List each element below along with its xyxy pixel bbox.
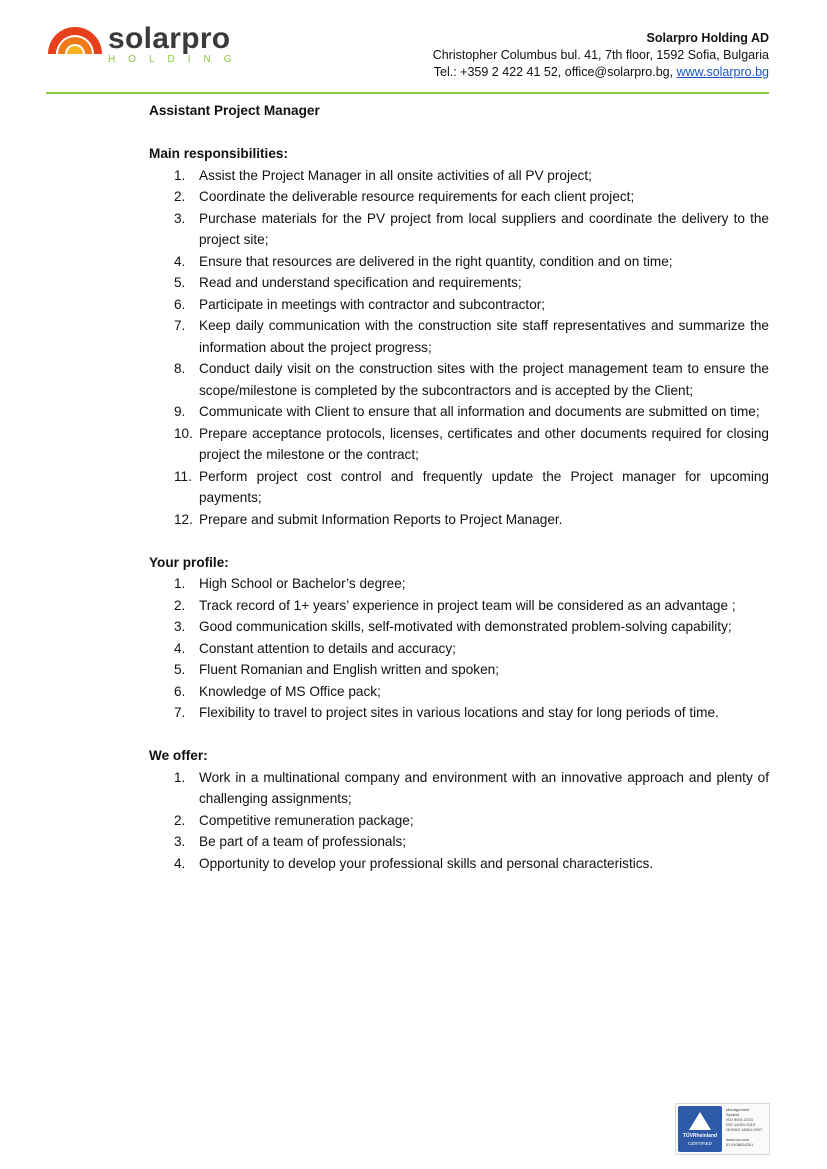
company-name: Solarpro Holding AD <box>646 31 769 45</box>
list-item <box>149 810 769 832</box>
certificate-line: www.tuv.com <box>726 1137 750 1142</box>
list-item <box>149 853 769 875</box>
list-item <box>149 681 769 703</box>
list-item-text: Competitive remuneration package; <box>199 812 414 828</box>
list-item-text: Knowledge of MS Office pack; <box>199 683 381 699</box>
header-divider <box>46 92 769 94</box>
list-item-number: 5. <box>174 275 186 290</box>
tuv-certified-label: CERTIFIED <box>688 1141 712 1146</box>
brand-name: solarpro <box>108 22 231 55</box>
company-logo <box>46 22 246 68</box>
list-item <box>149 294 769 316</box>
certificate-line: ISO 14001:2015 <box>726 1122 756 1127</box>
list-item-number: 3. <box>174 619 186 634</box>
list-item-text: High School or Bachelor’s degree; <box>199 576 406 591</box>
certificate-line: System <box>726 1112 740 1117</box>
company-contact <box>433 64 769 81</box>
list-item-number: 5. <box>174 662 186 677</box>
list-item <box>149 208 769 251</box>
list-item <box>149 165 769 187</box>
company-info <box>433 30 769 81</box>
list-item-text: Work in a multinational company and environment with an innovative approach and plenty of challenging assignments; <box>199 769 769 806</box>
profile-heading: Your profile: <box>149 554 229 570</box>
website-link[interactable]: www.solarpro.bg <box>676 65 769 79</box>
list-item-number: 10. <box>174 425 193 441</box>
list-item-number: 7. <box>174 705 186 720</box>
certificate-line: ID 9108634301 <box>726 1142 754 1147</box>
list-item-number: 2. <box>174 597 186 613</box>
job-description <box>149 98 769 874</box>
list-item-number: 3. <box>174 210 186 226</box>
certificate-line: Management <box>726 1107 750 1112</box>
tuv-logo-icon <box>678 1106 722 1152</box>
list-item-text: Prepare and submit Information Reports to Project Manager. <box>199 511 563 527</box>
list-item-number: 1. <box>174 769 186 785</box>
list-item <box>149 616 769 638</box>
list-item-number: 11. <box>174 468 192 484</box>
list-item <box>149 358 769 401</box>
list-item-number: 2. <box>174 812 186 828</box>
list-item-text: Fluent Romanian and English written and spoken; <box>199 662 499 677</box>
list-item <box>149 638 769 660</box>
list-item <box>149 251 769 273</box>
list-item <box>149 315 769 358</box>
list-item-number: 4. <box>174 855 186 871</box>
list-item-text: Constant attention to details and accuracy; <box>199 640 456 656</box>
list-item-number: 3. <box>174 834 186 849</box>
list-item-text: Read and understand specification and requirements; <box>199 275 522 290</box>
list-item <box>149 573 769 595</box>
certificate-line: ISO 9001:2015 <box>726 1117 753 1122</box>
responsibilities-list <box>149 165 769 531</box>
list-item-number: 1. <box>174 576 186 591</box>
list-item <box>149 659 769 681</box>
profile-list <box>149 573 769 724</box>
list-item-text: Participate in meetings with contractor and subcontractor; <box>199 296 546 312</box>
list-item <box>149 702 769 724</box>
list-item-text: Prepare acceptance protocols, licenses, certificates and other documents required for closing project the milestone or the contract; <box>199 425 769 462</box>
list-item-text: Track record of 1+ years’ experience in project team will be considered as an advantage ; <box>199 597 736 613</box>
company-address: Christopher Columbus bul. 41, 7th floor, 1592 Sofia, Bulgaria <box>432 48 769 62</box>
offer-heading: We offer: <box>149 748 208 763</box>
list-item-text: Opportunity to develop your professional skills and personal characteristics. <box>199 855 654 871</box>
brand-subtitle: HOLDING <box>108 54 245 65</box>
list-item-text: Communicate with Client to ensure that all information and documents are submitted on time; <box>199 404 760 419</box>
list-item-number: 6. <box>174 683 186 699</box>
list-item-text: Purchase materials for the PV project from local suppliers and coordinate the delivery to the project site; <box>199 210 769 247</box>
list-item <box>149 401 769 423</box>
list-item <box>149 509 769 531</box>
certificate-line: OHSAS 18001:2007 <box>726 1127 763 1132</box>
sun-logo-icon <box>46 26 104 56</box>
list-item-number: 4. <box>174 253 186 269</box>
list-item-number: 7. <box>174 318 186 333</box>
list-item <box>149 466 769 509</box>
list-item-text: Flexibility to travel to project sites in various locations and stay for long periods of time. <box>199 705 719 720</box>
contact-text: Tel.: +359 2 422 41 52, office@solarpro.bg, <box>433 65 677 79</box>
list-item-number: 6. <box>174 296 186 312</box>
list-item-number: 12. <box>174 511 193 527</box>
list-item-text: Coordinate the deliverable resource requirements for each client project; <box>199 189 635 204</box>
list-item-text: Good communication skills, self-motivated with demonstrated problem-solving capability; <box>199 619 732 634</box>
list-item-text: Conduct daily visit on the construction sites with the project management team to ensure the scope/milestone is completed by the subcontractors and is accepted by the Client; <box>199 361 769 398</box>
list-item-text: Perform project cost control and frequently update the Project manager for upcoming payments; <box>199 468 769 505</box>
list-item <box>149 186 769 208</box>
list-item-text: Keep daily communication with the construction site staff representatives and summarize the information about the project progress; <box>199 318 769 355</box>
list-item <box>149 595 769 617</box>
list-item-text: Ensure that resources are delivered in the right quantity, condition and on time; <box>199 253 673 269</box>
tuv-brand: TÜVRheinland <box>682 1133 718 1139</box>
list-item <box>149 767 769 810</box>
list-item-number: 2. <box>174 189 186 204</box>
list-item-text: Assist the Project Manager in all onsite activities of all PV project; <box>199 167 592 183</box>
list-item-number: 9. <box>174 404 186 419</box>
certificate-lines <box>726 1107 762 1147</box>
list-item-text: Be part of a team of professionals; <box>199 834 407 849</box>
list-item-number: 4. <box>174 640 186 656</box>
list-item <box>149 272 769 294</box>
list-item <box>149 831 769 853</box>
tuv-certificate-badge <box>675 1103 770 1155</box>
list-item-number: 1. <box>174 167 186 183</box>
job-title: Assistant Project Manager <box>149 103 320 118</box>
responsibilities-heading: Main responsibilities: <box>149 146 288 161</box>
list-item <box>149 423 769 466</box>
list-item-number: 8. <box>174 361 186 376</box>
offer-list <box>149 767 769 875</box>
